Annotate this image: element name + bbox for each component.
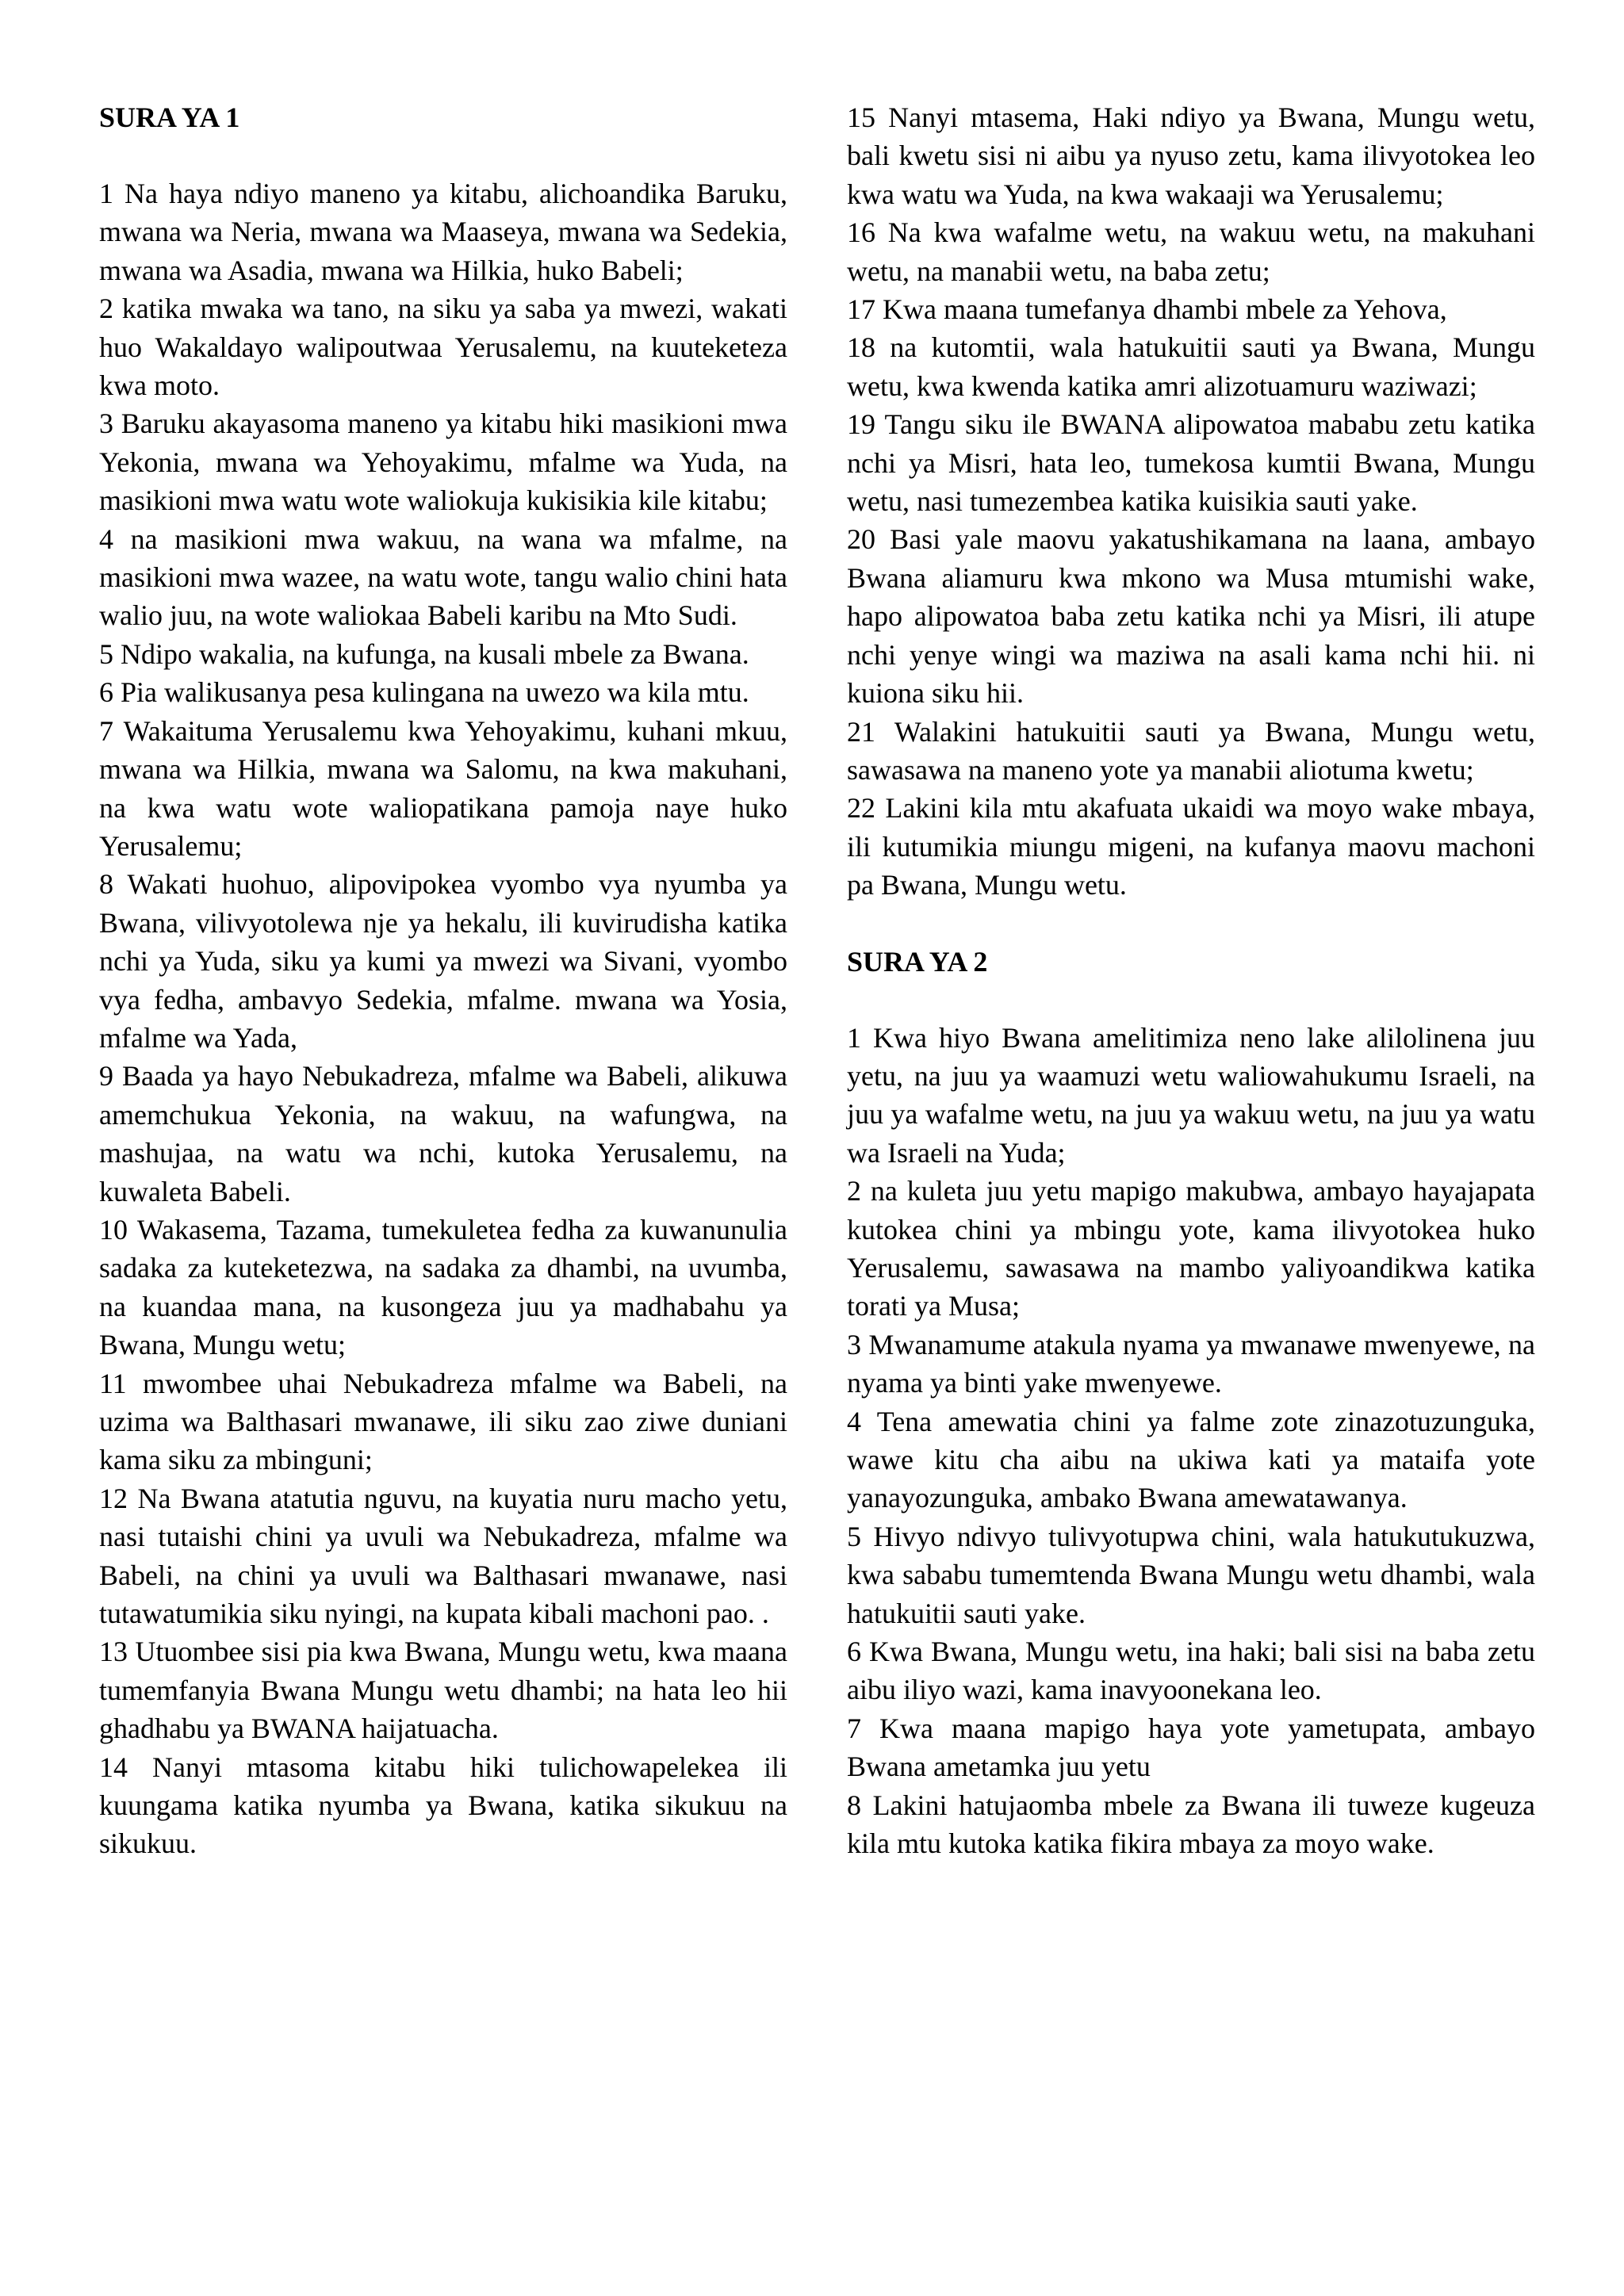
verse: 21 Walakini hatukuitii sauti ya Bwana, Mungu wetu, sawasawa na maneno yote ya manabii aliotuma kwetu; (847, 715, 1535, 786)
left-column (99, 98, 787, 1863)
verse: 3 Mwanamume atakula nyama ya mwanawe mwenyewe, na nyama ya binti yake mwenyewe. (847, 1328, 1535, 1399)
verse: 7 Kwa maana mapigo haya yote yametupata, ambayo Bwana ametamka juu yetu (847, 1712, 1535, 1783)
spacer (99, 136, 787, 174)
verse: 11 mwombee uhai Nebukadreza mfalme wa Babeli, na uzima wa Balthasari mwanawe, ili siku zao ziwe duniani kama siku za mbinguni; (99, 1367, 787, 1476)
verse: 8 Wakati huohuo, alipovipokea vyombo vya nyumba ya Bwana, vilivyotolewa nje ya hekalu, ili kuvirudisha katika nchi ya Yuda, siku ya kumi ya mwezi wa Sivani, vyombo vya fedha, ambavyo Sedekia, mfalme. mwana wa Yosia, mfalme wa Yada, (99, 868, 787, 1054)
verse: 17 Kwa maana tumefanya dhambi mbele za Yehova, (847, 293, 1447, 326)
verse: 1 Na haya ndiyo maneno ya kitabu, alichoandika Baruku, mwana wa Neria, mwana wa Maaseya, mwana wa Sedekia, mwana wa Asadia, mwana wa Hilkia, huko Babeli; (99, 178, 787, 286)
verse: 2 katika mwaka wa tano, na siku ya saba ya mwezi, wakati huo Wakaldayo walipoutwaa Yerusalemu, na kuuteketeza kwa moto. (99, 293, 787, 402)
verse: 5 Hivyo ndivyo tulivyotupwa chini, wala hatukutukuzwa, kwa sababu tumemtenda Bwana Mungu wetu dhambi, wala hatukuitii sauti yake. (847, 1520, 1535, 1629)
verse: 13 Utuombee sisi pia kwa Bwana, Mungu wetu, kwa maana tumemfanyia Bwana Mungu wetu dhambi; na hata leo hii ghadhabu ya BWANA haijatuacha. (99, 1636, 787, 1745)
chapter-heading: SURA YA 2 (847, 945, 988, 978)
verse: 15 Nanyi mtasema, Haki ndiyo ya Bwana, Mungu wetu, bali kwetu sisi ni aibu ya nyuso zetu, kama ilivyotokea leo kwa watu wa Yuda, na kwa wakaaji wa Yerusalemu; (847, 101, 1535, 210)
chapter-heading: SURA YA 1 (99, 101, 240, 133)
verse: 10 Wakasema, Tazama, tumekuletea fedha za kuwanunulia sadaka za kuteketezwa, na sadaka za dhambi, na uvumba, na kuandaa mana, na kusongeza juu ya madhabahu ya Bwana, Mungu wetu; (99, 1213, 787, 1361)
verse: 2 na kuleta juu yetu mapigo makubwa, ambayo hayajapata kutokea chini ya mbingu yote, kama ilivyotokea huko Yerusalemu, sawasawa na mambo yaliyoandikwa katika torati ya Musa; (847, 1175, 1535, 1322)
verse: 7 Wakaituma Yerusalemu kwa Yehoyakimu, kuhani mkuu, mwana wa Hilkia, mwana wa Salomu, na kwa makuhani, na kwa watu wote waliopatikana pamoja naye huko Yerusalemu; (99, 714, 787, 862)
verse: 6 Pia walikusanya pesa kulingana na uwezo wa kila mtu. (99, 676, 749, 709)
verse: 4 na masikioni mwa wakuu, na wana wa mfalme, na masikioni mwa wazee, na watu wote, tangu walio chini hata walio juu, na wote waliokaa Babeli karibu na Mto Sudi. (99, 522, 787, 632)
verse: 18 na kutomtii, wala hatukuitii sauti ya Bwana, Mungu wetu, kwa kwenda katika amri alizotuamuru waziwazi; (847, 331, 1535, 402)
verse: 6 Kwa Bwana, Mungu wetu, ina haki; bali sisi na baba zetu aibu iliyo wazi, kama inavyoonekana leo. (847, 1636, 1535, 1706)
verse: 16 Na kwa wafalme wetu, na wakuu wetu, na makuhani wetu, na manabii wetu, na baba zetu; (847, 216, 1535, 287)
right-column (847, 98, 1535, 1862)
spacer (847, 905, 1535, 943)
verse: 14 Nanyi mtasoma kitabu hiki tulichowapelekea ili kuungama katika nyumba ya Bwana, katika sikukuu na sikukuu. (99, 1751, 787, 1860)
verse: 22 Lakini kila mtu akafuata ukaidi wa moyo wake mbaya, ili kutumikia miungu migeni, na kufanya maovu machoni pa Bwana, Mungu wetu. (847, 792, 1535, 901)
verse: 3 Baruku akayasoma maneno ya kitabu hiki masikioni mwa Yekonia, mwana wa Yehoyakimu, mfalme wa Yuda, na masikioni mwa watu wote waliokuja kukisikia kile kitabu; (99, 408, 787, 517)
verse: 8 Lakini hatujaomba mbele za Bwana ili tuweze kugeuza kila mtu kutoka katika fikira mbaya za moyo wake. (847, 1789, 1535, 1860)
verse: 1 Kwa hiyo Bwana amelitimiza neno lake alilolinena juu yetu, na juu ya waamuzi wetu waliowahukumu Israeli, na juu ya wafalme wetu, na juu ya wakuu wetu, na juu ya watu wa Israeli na Yuda; (847, 1021, 1535, 1169)
verse: 12 Na Bwana atatutia nguvu, na kuyatia nuru macho yetu, nasi tutaishi chini ya uvuli wa Nebukadreza, mfalme wa Babeli, na chini ya uvuli wa Balthasari mwanawe, nasi tutawatumikia siku nyingi, na kupata kibali machoni pao. . (99, 1482, 787, 1630)
verse: 4 Tena amewatia chini ya falme zote zinazotuzunguka, wawe kitu cha aibu na ukiwa kati ya mataifa yote yanayozunguka, ambako Bwana amewatawanya. (847, 1405, 1535, 1514)
verse: 5 Ndipo wakalia, na kufunga, na kusali mbele za Bwana. (99, 637, 749, 670)
spacer (847, 981, 1535, 1019)
verse: 20 Basi yale maovu yakatushikamana na laana, ambayo Bwana aliamuru kwa mkono wa Musa mtumishi wake, hapo alipowatoa baba zetu katika nchi ya Misri, ili atupe nchi yenye wingi wa maziwa na asali kama nchi hii. ni kuiona siku hii. (847, 523, 1535, 710)
verse: 9 Baada ya hayo Nebukadreza, mfalme wa Babeli, alikuwa amemchukua Yekonia, na wakuu, na wafungwa, na mashujaa, na watu wa nchi, kutoka Yerusalemu, na kuwaleta Babeli. (99, 1060, 787, 1207)
verse: 19 Tangu siku ile BWANA alipowatoa mababu zetu katika nchi ya Misri, hata leo, tumekosa kumtii Bwana, Mungu wetu, nasi tumezembea katika kuisikia sauti yake. (847, 408, 1535, 518)
